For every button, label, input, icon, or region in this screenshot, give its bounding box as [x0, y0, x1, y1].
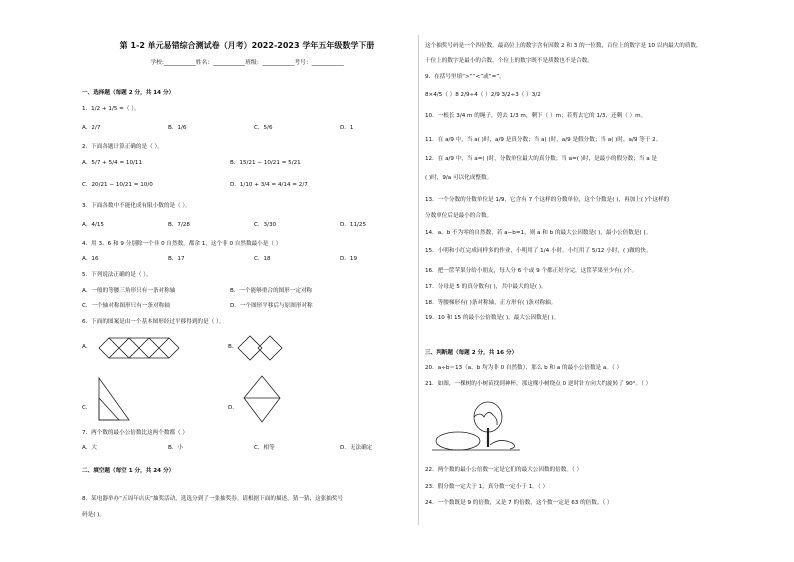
question-4-options — [82, 256, 357, 263]
option-a: A．16 — [82, 256, 99, 262]
question-2-options-row1 — [82, 160, 301, 167]
section-choice-heading: 一、选择题（每题 2 分，共 14 分） — [82, 90, 175, 96]
question-5: 5．下列说法正确的是（ ）。 — [82, 272, 152, 278]
question-24: 24．一个数既是 9 的倍数，又是 7 的倍数，这个数一定是 63 的倍数。（ ） — [425, 500, 613, 506]
section-fill-heading: 二、填空题（每空 1 分，共 24 分） — [82, 468, 175, 474]
option-d: D．11/25 — [340, 222, 367, 228]
option-a: A．一般的等腰三角形只有一条对称轴 — [82, 288, 176, 294]
option-b: B．17 — [168, 256, 185, 262]
question-15: 15．小明和小红完成同样多的作业，小明用了 1/4 小时，小红用了 5/12 小时，( )做的快。 — [425, 248, 652, 254]
q6-figure-d — [240, 374, 284, 426]
section-judge-heading: 三、判断题（每题 2 分，共 16 分） — [425, 350, 518, 356]
q6-figure-a — [95, 334, 185, 362]
option-c: C．3/30 — [254, 222, 277, 228]
page-title: 第 1-2 单元易错综合测试卷（月考）2022-2023 学年五年级数学下册 — [119, 41, 375, 50]
question-11: 11．在 a/9 中，当 a( )时，a/9 是真分数；当 a( )时，a/9 是假分数；当 a( )时，a/9 等于 2。 — [425, 137, 662, 143]
question-8: 8．某电器举办“五周年店庆”抽奖活动，选选分到了一张抽奖券。请根据下面的描述，猜一猜，这张抽奖号 — [82, 496, 344, 502]
q6-option-d-label: D． — [228, 405, 238, 411]
question-2-options-row2 — [82, 182, 308, 189]
question-9-items: 8×4/5（ ）8 2/9÷4（ ）2/9 3/2÷3（ ）3/2 — [425, 92, 541, 98]
option-d: D．1/10 + 3/4 = 4/14 = 2/7 — [230, 182, 308, 188]
question-10: 10．一根长 3/4 m 的绳子，剪去 1/3 m，剩下（ ）m；若剪去它的 1/3，还剩（ ）m。 — [425, 113, 647, 119]
option-d: D．一个图形平移后与原图形对称 — [230, 303, 313, 309]
option-d: D．19 — [340, 256, 358, 262]
q6-option-b-label: B． — [228, 344, 238, 350]
question-2: 2．下面各题计算正确的是（ ）。 — [82, 144, 163, 150]
option-c: C．相等 — [254, 445, 275, 451]
question-17: 17．分母是 5 的真分数有( )，共中最大的是( )。 — [425, 284, 547, 290]
option-a: A．4/15 — [82, 222, 104, 228]
option-c: C．20/21 − 10/21 = 10/0 — [82, 182, 153, 188]
question-22: 22．两个数的最小公倍数一定是它们的最大公因数的倍数。（ ） — [425, 467, 583, 473]
question-20: 20．a÷b＝13（a、b 均为非 0 自然数），那么 b 和 a 的最小公倍数是 a。（ ） — [425, 365, 623, 371]
question-8-cont: 码是( )。 — [82, 512, 105, 518]
option-a: A．5/7 + 5/4 = 10/11 — [82, 160, 143, 166]
question-16: 16．把一筐苹果分给小朋友，每人分 6 个或 9 个都正好分完，这筐苹果至少有( )个。 — [425, 268, 638, 274]
question-6: 6．下面的图案是由一个基本图形经过平移得到的是（ ）。 — [82, 319, 225, 325]
question-14: 14．a、b 不为零的自然数，若 a−b=1，则 a 和 b 的最大公因数是( )，最小公倍数是( )。 — [425, 230, 652, 236]
q8-desc-line1: 这个抽奖号码是一个四位数，最高位上的数字含有因数 2 和 3 的一位数，百位上的数字是 10 以内最大的质数， — [425, 43, 702, 49]
option-c: C．一个轴对称图形只有一条对称轴 — [82, 303, 170, 309]
question-3: 3．下面各数中不能化成有限小数的是（ ）。 — [82, 203, 191, 209]
q8-desc-line2: 十位上的数字是最小的合数，个位上的数字既不是质数也不是合数。 — [425, 58, 593, 64]
question-9: 9．在括号里填“>”“<”或“=”。 — [425, 74, 505, 80]
q6-option-c-label: C． — [82, 405, 92, 411]
q6-figure-b — [236, 333, 286, 363]
question-1-options — [82, 125, 353, 132]
option-b: B．一个能够重合的图形一定对称 — [230, 288, 313, 294]
tree-rotation-figure — [430, 395, 525, 455]
question-7: 7．两个数的最小公倍数比这两个数都（ ） — [82, 430, 189, 436]
student-info-line: 学校:___________姓名：___________班级：___________考号：___________ — [150, 60, 344, 66]
question-3-options — [82, 222, 366, 229]
option-b: B．7/28 — [168, 222, 190, 228]
question-23: 23．假分数一定大于 1，真分数一定小于 1。（ ） — [425, 484, 549, 490]
option-a: A．2/7 — [82, 125, 101, 131]
option-a: A．大 — [82, 445, 98, 451]
question-21: 21．如图，一棵树的小树苗找到神杯，那这棵小树绕点 0 逆时针方向大约旋转了 90°。（ ） — [425, 381, 652, 387]
question-12: 12．在 a/9 中，当 a=( )时，分数单位最大的真分数；当 a=( )时，是最小的假分数；当 a 是 — [425, 156, 658, 162]
question-4: 4．用 3、6 和 9 分别除一个非 0 自然数，都余 1，这个非 0 自然数最小是（ ） — [82, 241, 282, 247]
question-13: 13．一个分数的分数单位是 1/9，它含有 7 个这样的分数单位，这个分数是( )，再加上( )个这样的 — [425, 197, 670, 203]
option-d: D．无法确定 — [340, 445, 373, 451]
question-7-options — [82, 445, 372, 452]
q6-option-a-label: A． — [82, 344, 92, 350]
question-1: 1．1/2 + 1/5 =（ ）。 — [82, 106, 140, 112]
option-b: B．1/6 — [168, 125, 187, 131]
column-divider — [418, 35, 419, 525]
question-12-cont: ( )时，9/a 可以化成整数。 — [425, 175, 493, 181]
q6-figure-c — [95, 376, 135, 424]
question-18: 18．等腰梯形有( )条对称轴，正方形有( )条对称轴。 — [425, 300, 557, 306]
question-19: 19．10 和 15 的最小公倍数是( )，最大公因数是( )。 — [425, 315, 560, 321]
option-c: C．18 — [254, 256, 271, 262]
option-b: B．小 — [168, 445, 184, 451]
option-d: D．1 — [340, 125, 354, 131]
option-b: B．15/21 − 10/21 = 5/21 — [230, 160, 301, 166]
question-5-options-row2 — [82, 303, 313, 310]
question-5-options-row1 — [82, 288, 312, 295]
question-13-cont: 分数单位后是最小的合数。 — [425, 213, 493, 219]
option-c: C．5/6 — [254, 125, 273, 131]
